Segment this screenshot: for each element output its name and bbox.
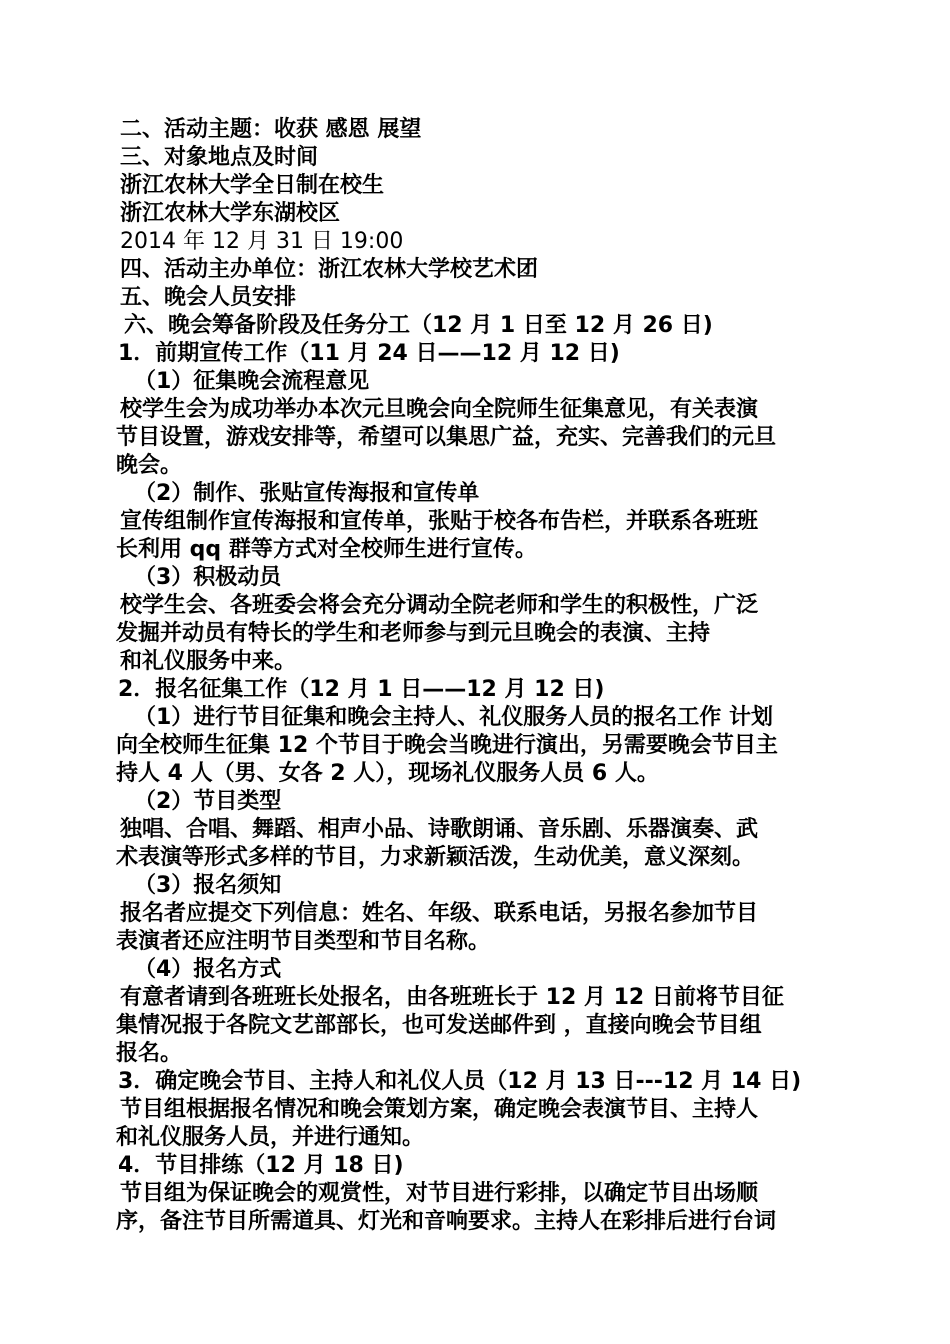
paragraph-line: 序，备注节目所需道具、灯光和音响要求。主持人在彩排后进行台词: [116, 1209, 777, 1234]
heading-staff-arrangement: 五、晚会人员安排: [120, 285, 297, 310]
paragraph-line: 表演者还应注明节目类型和节目名称。: [116, 929, 491, 954]
paragraph-line: 节目设置，游戏安排等，希望可以集思广益，充实、完善我们的元旦: [116, 425, 777, 450]
paragraph-line: 报名者应提交下列信息：姓名、年级、联系电话，另报名参加节目: [120, 901, 759, 926]
paragraph-line: 发掘并动员有特长的学生和老师参与到元旦晚会的表演、主持: [116, 621, 711, 646]
paragraph-line: 节目组根据报名情况和晚会策划方案，确定晚会表演节目、主持人: [120, 1097, 759, 1122]
paragraph-line: 宣传组制作宣传海报和宣传单，张贴于校各布告栏，并联系各班班: [120, 509, 759, 534]
paragraph-line: 报名。: [116, 1041, 183, 1066]
subheading-posters: （2）制作、张贴宣传海报和宣传单: [134, 481, 480, 506]
subheading-collect-opinions: （1）征集晚会流程意见: [134, 369, 370, 394]
subheading-mobilize: （3）积极动员: [134, 565, 282, 590]
subheading-registration-method: （4）报名方式: [134, 957, 282, 982]
text-target-audience: 浙江农林大学全日制在校生: [120, 173, 385, 198]
paragraph-line: 长利用 qq 群等方式对全校师生进行宣传。: [116, 537, 537, 562]
heading-target-location-time: 三、对象地点及时间: [120, 145, 319, 170]
subheading-program-types: （2）节目类型: [134, 789, 282, 814]
paragraph-line: 和礼仪服务人员，并进行通知。: [116, 1125, 425, 1150]
heading-publicity: 1．前期宣传工作（11 月 24 日——12 月 12 日): [118, 341, 620, 366]
paragraph-line: 校学生会、各班委会将会充分调动全院老师和学生的积极性，广泛: [120, 593, 759, 618]
paragraph-line: 集情况报于各院文艺部部长，也可发送邮件到 ，直接向晚会节目组: [116, 1013, 762, 1038]
subheading-program-collection: （1）进行节目征集和晚会主持人、礼仪服务人员的报名工作 计划: [134, 705, 773, 730]
paragraph-line: 持人 4 人（男、女各 2 人），现场礼仪服务人员 6 人。: [116, 761, 659, 786]
paragraph-line: 和礼仪服务中来。: [120, 649, 297, 674]
heading-activity-theme: 二、活动主题：收获 感恩 展望: [120, 117, 422, 142]
paragraph-line: 节目组为保证晚会的观赏性，对节目进行彩排，以确定节目出场顺: [120, 1181, 759, 1206]
heading-registration: 2．报名征集工作（12 月 1 日——12 月 12 日): [118, 677, 605, 702]
subheading-registration-notes: （3）报名须知: [134, 873, 282, 898]
paragraph-line: 独唱、合唱、舞蹈、相声小品、诗歌朗诵、音乐剧、乐器演奏、武: [120, 817, 759, 842]
text-date-time: 2014 年 12 月 31 日 19:00: [120, 229, 404, 254]
paragraph-line: 校学生会为成功举办本次元旦晚会向全院师生征集意见，有关表演: [120, 397, 759, 422]
paragraph-line: 向全校师生征集 12 个节目于晚会当晚进行演出，另需要晚会节目主: [116, 733, 778, 758]
heading-rehearsal: 4．节目排练（12 月 18 日): [118, 1153, 404, 1178]
paragraph-line: 晚会。: [116, 453, 183, 478]
heading-organizer: 四、活动主办单位：浙江农林大学校艺术团: [120, 257, 539, 282]
paragraph-line: 术表演等形式多样的节目，力求新颖活泼，生动优美，意义深刻。: [116, 845, 755, 870]
paragraph-line: 有意者请到各班班长处报名，由各班班长于 12 月 12 日前将节目征: [120, 985, 784, 1010]
heading-confirm-programs: 3．确定晚会节目、主持人和礼仪人员（12 月 13 日---12 月 14 日): [118, 1069, 802, 1094]
heading-preparation-stage: 六、晚会筹备阶段及任务分工（12 月 1 日至 12 月 26 日): [124, 313, 713, 338]
text-location: 浙江农林大学东湖校区: [120, 201, 341, 226]
